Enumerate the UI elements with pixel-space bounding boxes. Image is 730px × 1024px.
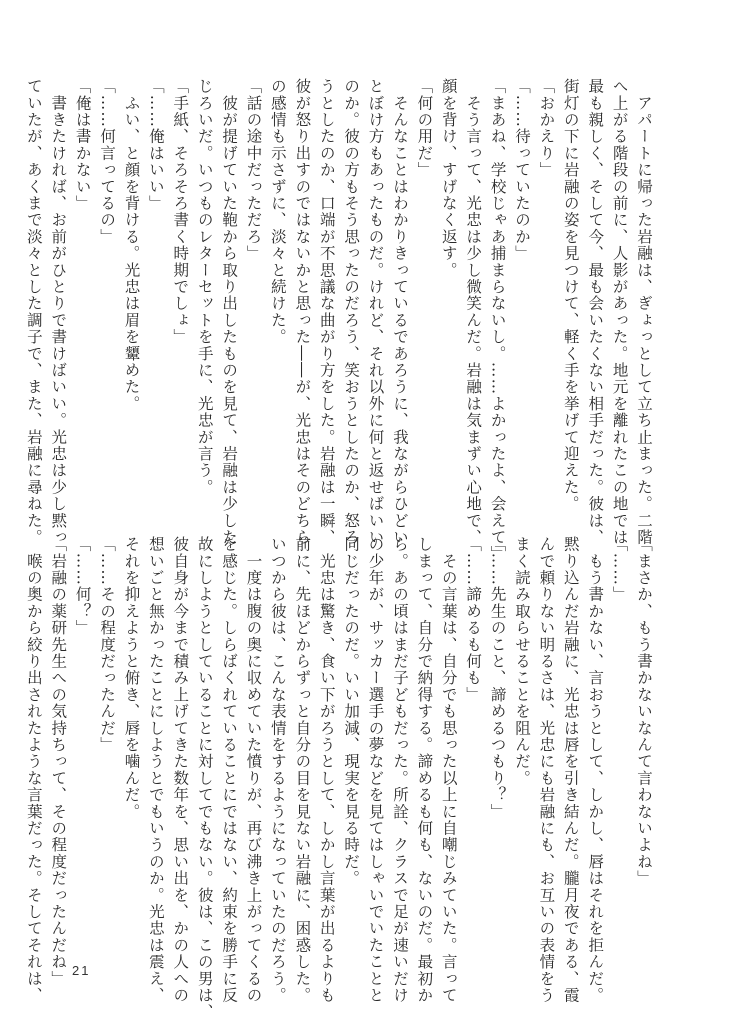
text-block-upper <box>24 78 656 563</box>
dialogue-line: 「手紙、そろそろ書く時期でしょ」 <box>171 78 190 346</box>
text-line: 故にしようとしていることに対してでもない。彼は、この男は、 <box>195 536 214 1021</box>
text-line: ふい、と顔を背ける。光忠は眉を顰めた。 <box>122 78 141 412</box>
text-line: その言葉は、自分でも思った以上に自嘲じみていた。言って <box>439 536 458 1004</box>
text-line: んで頼りない明るさは、光忠にも岩融にも、お互いの表情をう <box>537 536 556 1004</box>
dialogue-line: 「何の用だ」 <box>415 78 434 179</box>
text-line: 同じだったのだ。いい加減、現実を見る時だ。 <box>342 536 361 887</box>
text-line: ていたが、あくまで淡々とした調子で、また、岩融に尋ねた。 <box>24 78 43 546</box>
text-line: へ上がる階段の前に、人影があった。地元を離れたこの地では <box>610 78 629 546</box>
dialogue-line: 「……俺はいい」 <box>146 78 165 212</box>
text-line: それを抑えようと俯き、唇を噛んだ。 <box>122 536 141 820</box>
dialogue-line: 「……待っていたのか」 <box>512 78 531 262</box>
text-line: 黙り込んだ岩融に、光忠は唇を引き結んだ。朧月夜である、霞 <box>561 536 580 1004</box>
text-line: 顔を背け、すげなく返す。 <box>439 78 458 279</box>
text-line: いつから彼は、こんな表情をするようになっていたのだろう。 <box>268 536 287 1004</box>
text-line: そう言って、光忠は少し微笑んだ。岩融は気まずい心地で、 <box>464 78 483 546</box>
dialogue-line: 「俺は書かない」 <box>73 78 92 212</box>
text-line: そんなことはわかりきっているであろうに、我ながらひどい <box>390 78 409 546</box>
dialogue-line: 「……何言ってるの」 <box>98 78 117 245</box>
dialogue-line: 「……諦めるも何も」 <box>464 536 483 703</box>
text-line: のか。彼の方もそう思ったのだろう、笑おうとしたのか、怒ろ <box>342 78 361 546</box>
dialogue-line: 「話の途中だっただろ」 <box>244 78 263 262</box>
text-line: を感じた。しらばくれていることにではない、約束を勝手に反 <box>220 536 239 1004</box>
text-line: ら。あの頃はまだ子どもだった。所詮、クラスで足が速いだけ <box>390 536 409 1004</box>
text-line: まく読み取らせることを阻んだ。 <box>512 536 531 787</box>
dialogue-line: 「……その程度だったんだ」 <box>98 536 117 754</box>
text-line: 街灯の下に岩融の姿を見つけて、軽く手を挙げて迎えた。 <box>561 78 580 513</box>
page-number: 21 <box>72 963 91 978</box>
text-line: 想いごと無かったことにしようとでもいうのか。光忠は震え、 <box>146 536 165 1004</box>
text-line: 喉の奥から絞り出されたような言葉だった。そしてそれは、 <box>24 536 43 1004</box>
dialogue-line: 「……先生のこと、諦めるつもり？」 <box>488 536 507 820</box>
text-line: うとしたのか、口端が不思議な曲がり方をした。岩融は一瞬、 <box>317 78 336 546</box>
text-line: もう書かない、言おうとして、しかし、唇はそれを拒んだ。 <box>586 536 605 1004</box>
text-line: の少年が、サッカー選手の夢などを見てはしゃいでいたことと <box>366 536 385 1004</box>
dialogue-line: 「まさか、もう書かないなんて言わないよね」 <box>635 536 653 887</box>
text-line: 前に、先ほどからずっと自分の目を見ない岩融に、困惑した。 <box>293 536 312 1004</box>
text-line: 一度は腹の奥に収めていた憤りが、再び沸き上がってくるの <box>244 536 263 1004</box>
text-line: の感情も示さずに、淡々と続けた。 <box>268 78 287 346</box>
text-line: とぼけ方もあったものだ。けれど、それ以外に何と返せばいい <box>366 78 385 546</box>
dialogue-line: 「……」 <box>610 536 629 603</box>
text-line: 光忠は驚き、食い下がろうとして、しかし言葉が出るよりも <box>317 536 336 1004</box>
dialogue-line: 「おかえり」 <box>537 78 556 179</box>
text-line: 彼自身が今まで積み上げてきた数年を、思い出を、かの人への <box>171 536 190 1004</box>
text-line: じろいだ。いつものレターセットを手に、光忠が言う。 <box>195 78 214 496</box>
text-line: 彼が怒り出すのではないかと思った――が、光忠はそのどちら <box>293 78 312 546</box>
text-line: しまって、自分で納得する。諦めるも何も、ないのだ。最初か <box>415 536 434 1004</box>
text-line: 彼が提げていた鞄から取り出したものを見て、岩融は少した <box>220 78 239 546</box>
text-line: 書きたければ、お前がひとりで書けばいい。光忠は少し黙っ <box>49 78 68 546</box>
dialogue-line: 「岩融の薬研先生への気持ちって、その程度だったんだね」 <box>49 536 68 987</box>
text-line: 最も親しく、そして今、最も会いたくない相手だった。彼は、 <box>586 78 605 546</box>
dialogue-line: 「まあね、学校じゃあ捕まらないし。……よかったよ、会えて」 <box>488 78 507 563</box>
dialogue-line: 「……何？」 <box>73 536 92 637</box>
text-line: アパートに帰った岩融は、ぎょっとして立ち止まった。二階 <box>635 78 653 546</box>
